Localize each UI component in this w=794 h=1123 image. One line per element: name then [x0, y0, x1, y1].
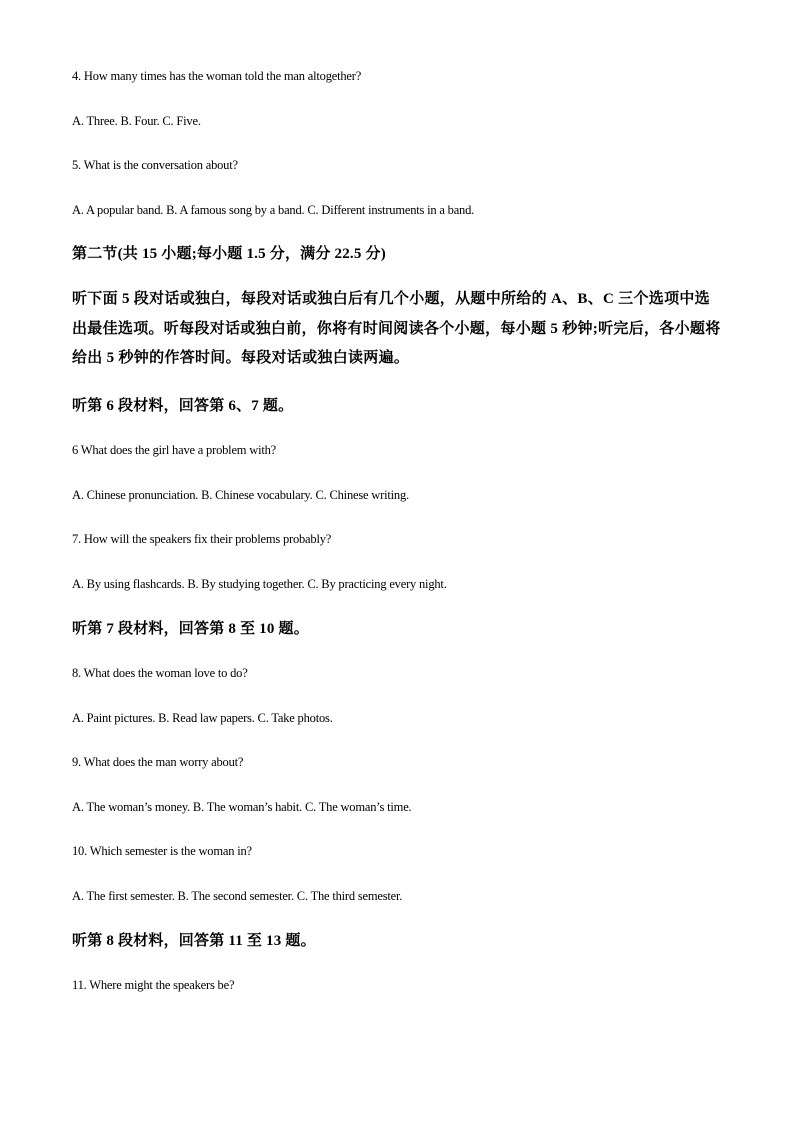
- question-10-options: A. The first semester. B. The second semester. C. The third semester.: [72, 889, 403, 903]
- segment-7-heading: 听第 7 段材料，回答第 8 至 10 题。: [72, 621, 309, 637]
- segment-8-heading: 听第 8 段材料，回答第 11 至 13 题。: [72, 933, 316, 949]
- section-two-heading: 第二节(共 15 小题;每小题 1.5 分，满分 22.5 分): [72, 246, 386, 262]
- question-8: 8. What does the woman love to do?: [72, 666, 248, 680]
- question-9-options: A. The woman’s money. B. The woman’s habit. C. The woman’s time.: [72, 800, 412, 814]
- question-9: 9. What does the man worry about?: [72, 755, 244, 769]
- question-6-options: A. Chinese pronunciation. B. Chinese vocabulary. C. Chinese writing.: [72, 488, 409, 502]
- question-8-options: A. Paint pictures. B. Read law papers. C. Take photos.: [72, 711, 333, 725]
- question-5: 5. What is the conversation about?: [72, 158, 238, 172]
- question-7: 7. How will the speakers fix their problems probably?: [72, 532, 332, 546]
- segment-6-heading: 听第 6 段材料，回答第 6、7 题。: [72, 398, 294, 414]
- question-4-options: A. Three. B. Four. C. Five.: [72, 114, 201, 128]
- question-7-options: A. By using flashcards. B. By studying together. C. By practicing every night.: [72, 577, 447, 591]
- question-11: 11. Where might the speakers be?: [72, 978, 235, 992]
- question-10: 10. Which semester is the woman in?: [72, 844, 252, 858]
- section-two-instructions: 听下面 5 段对话或独白，每段对话或独白后有几个小题，从题中所给的 A、B、C 三个选项中选出最佳选项。听每段对话或独白前，你将有时间阅读各个小题，每小题 5 秒钟;听完后，各小题将给出 5 秒钟的作答时间。每段对话或独白读两遍。: [72, 291, 721, 366]
- question-5-options: A. A popular band. B. A famous song by a band. C. Different instruments in a band.: [72, 203, 475, 217]
- question-4: 4. How many times has the woman told the man altogether?: [72, 69, 362, 83]
- question-6: 6 What does the girl have a problem with?: [72, 443, 277, 457]
